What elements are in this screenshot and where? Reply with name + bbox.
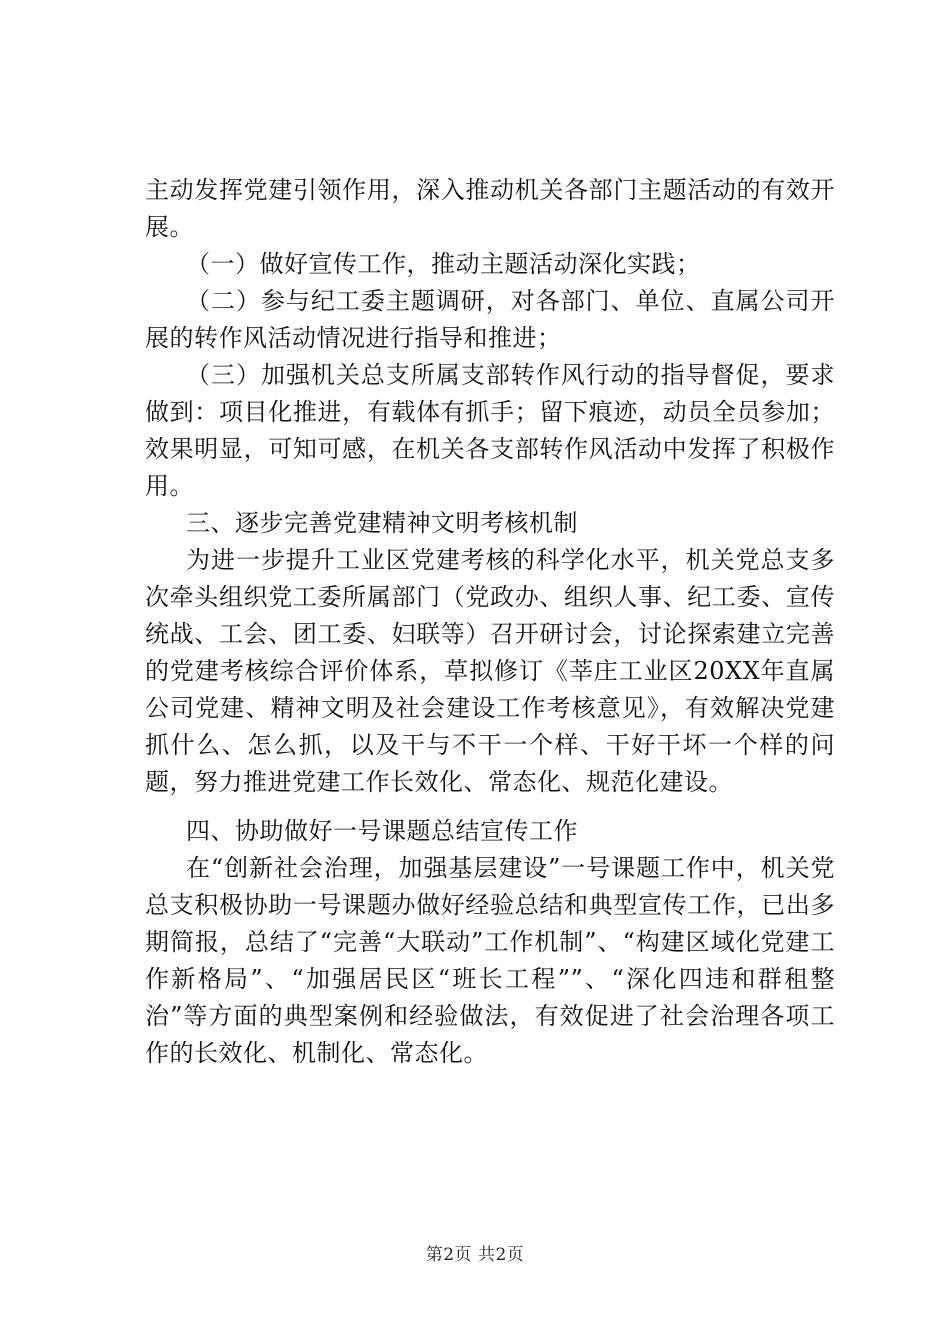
section-heading-4: 四、协助做好一号课题总结宣传工作 [186, 817, 578, 845]
list-item-2: （二）参与纪工委主题调研，对各部门、单位、直属公司开展的转作风活动情况进行指导和推进； [145, 287, 835, 352]
section-4-body: 在“创新社会治理，加强基层建设”一号课题工作中，机关党总支积极协助一号课题办做好经验总结和典型宣传工作，已出多期简报，总结了“完善“大联动”工作机制”、“构建区域化党建工作新格局”、“加强居民区“班长工程””、“深化四违和群租整治”等方面的典型案例和经验做法，有效促进了社会治理各项工作的长效化、机制化、常态化。 [145, 854, 835, 1067]
section-3-body: 为进一步提升工业区党建考核的科学化水平，机关党总支多次牵头组织党工委所属部门（党政办、组织人事、纪工委、宣传统战、工会、团工委、妇联等）召开研讨会，讨论探索建立完善的党建考核综合评价体系，草拟修订《莘庄工业区20XX年直属公司党建、精神文明及社会建设工作考核意见》，有效解决党建抓什么、怎么抓，以及干与不干一个样、干好干坏一个样的问题，努力推进党建工作长效化、常态化、规范化建设。 [145, 546, 835, 796]
section-heading-3: 三、逐步完善党建精神文明考核机制 [186, 509, 578, 537]
paragraph-intro: 主动发挥党建引领作用，深入推动机关各部门主题活动的有效开展。 [145, 176, 835, 241]
document-body [145, 172, 835, 1072]
page-number: 第2页 共2页 [425, 1245, 525, 1265]
list-item-3: （三）加强机关总支所属支部转作风行动的指导督促，要求做到：项目化推进，有载体有抓手；留下痕迹，动员全员参加；效果明显，可知可感，在机关各支部转作风活动中发挥了积极作用。 [145, 361, 835, 500]
list-item-1: （一）做好宣传工作，推动主题活动深化实践； [186, 250, 701, 278]
